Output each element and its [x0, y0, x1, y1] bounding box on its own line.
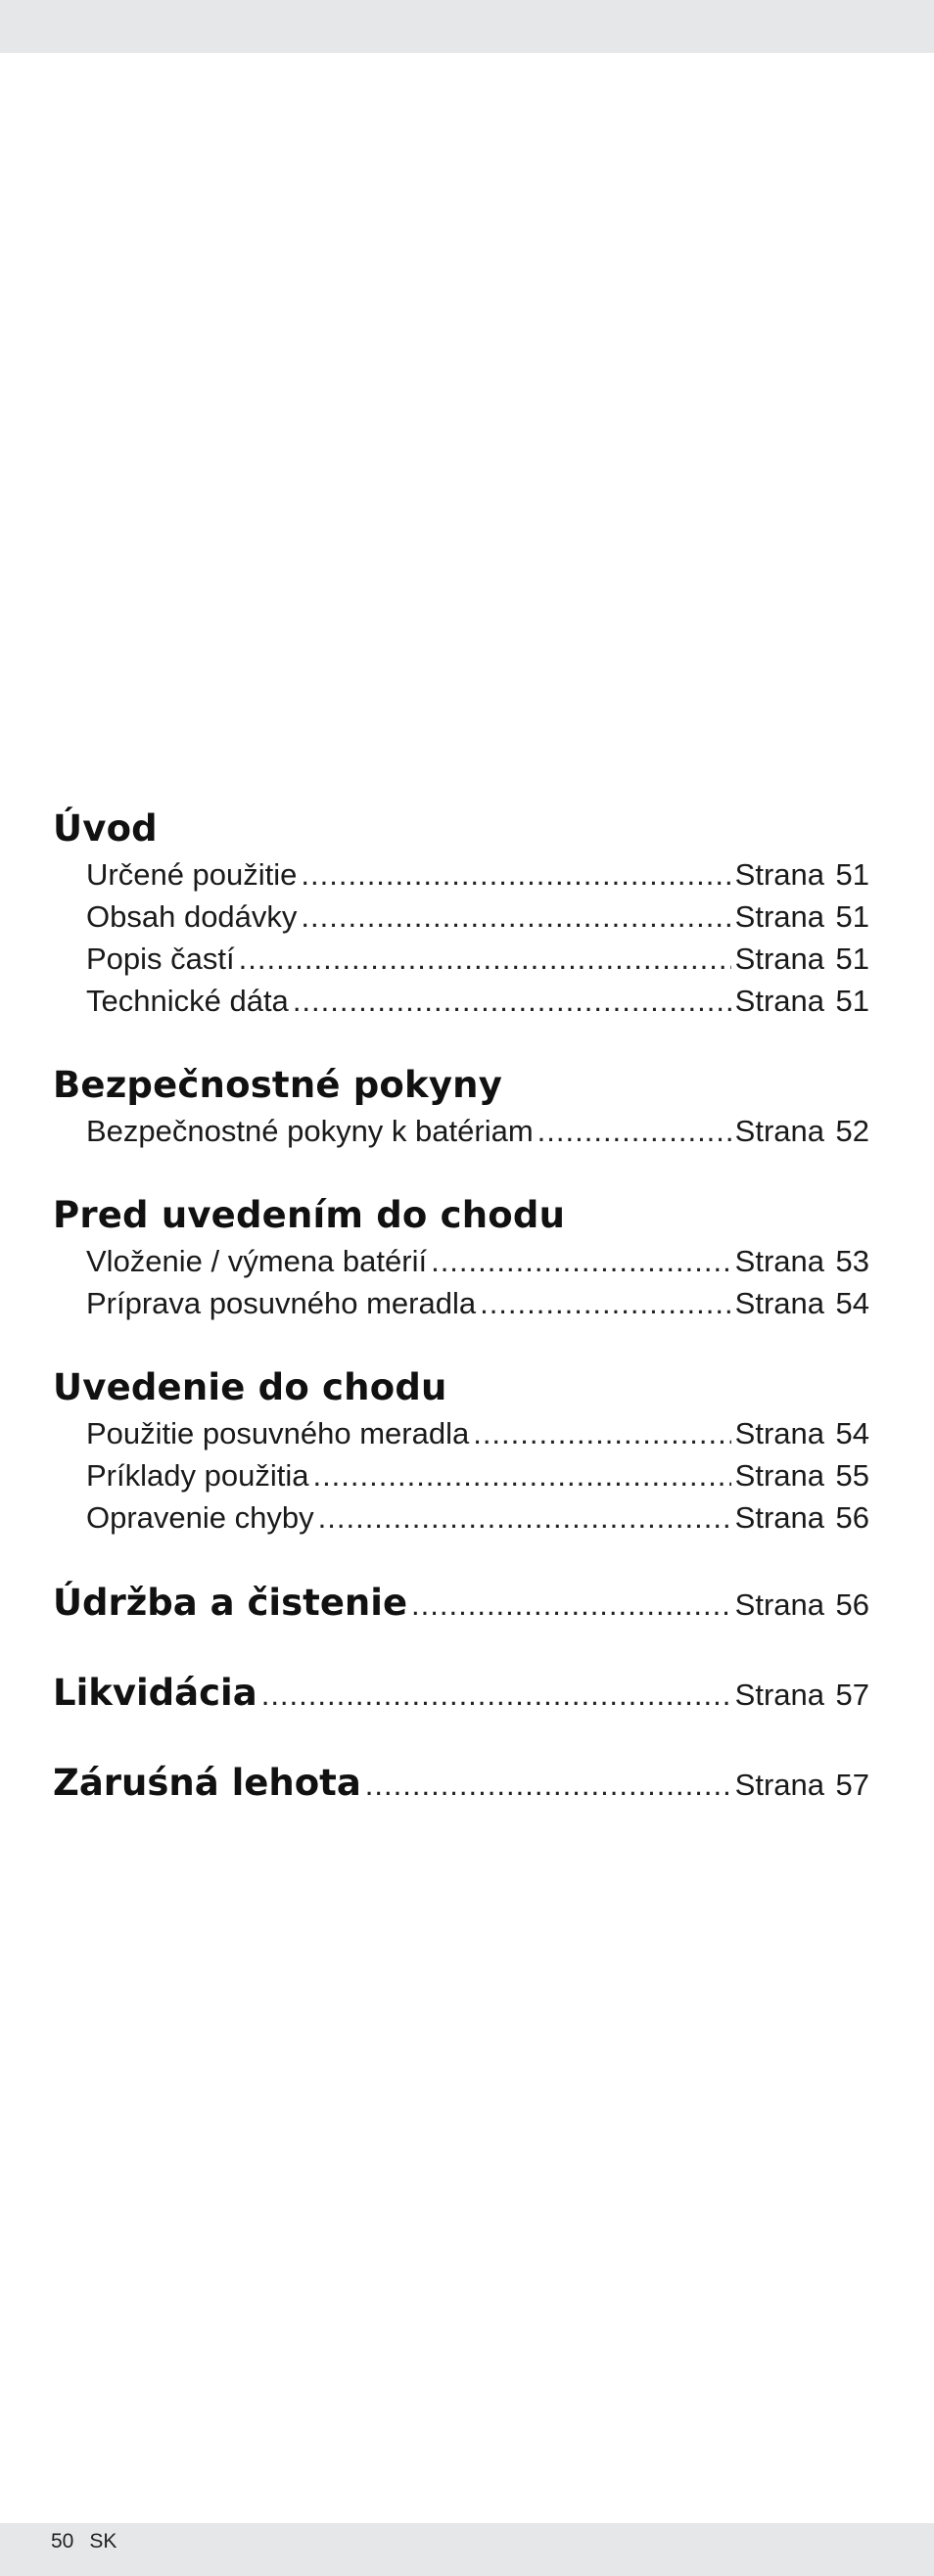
toc-entry-label: Obsah dodávky — [86, 899, 298, 934]
toc-entry — [53, 853, 869, 896]
dot-leader — [301, 853, 730, 896]
toc-entry — [53, 1110, 869, 1152]
page-number: 54 — [835, 1286, 869, 1320]
table-of-contents — [53, 805, 869, 1809]
toc-heading-entry — [53, 1758, 869, 1809]
toc-entry — [53, 938, 869, 980]
page-number: 57 — [835, 1678, 869, 1712]
page-footer — [51, 2527, 132, 2556]
toc-entry-label: Popis častí — [86, 942, 235, 976]
page-number: 57 — [835, 1768, 869, 1802]
page-word: Strana — [734, 1768, 824, 1802]
toc-entry-label: Vloženie / výmena batérií — [86, 1244, 428, 1278]
toc-entry-label: Príprava posuvného meradla — [86, 1286, 477, 1320]
toc-entry-label: Určené použitie — [86, 857, 298, 892]
page-number: 51 — [835, 899, 869, 934]
page-word: Strana — [734, 1587, 824, 1622]
page-word: Strana — [734, 1416, 824, 1450]
section-heading: Likvidácia — [53, 1672, 257, 1714]
dot-leader — [365, 1760, 731, 1811]
toc-entry-label: Opravenie chyby — [86, 1500, 314, 1535]
toc-entry — [53, 1412, 869, 1454]
page-number: 51 — [835, 857, 869, 892]
page-number: 55 — [835, 1458, 869, 1493]
dot-leader — [480, 1282, 731, 1324]
section-heading: Uvedenie do chodu — [53, 1366, 447, 1408]
toc-entry — [53, 1454, 869, 1496]
dot-leader — [312, 1454, 730, 1496]
toc-entry-label: Technické dáta — [86, 984, 289, 1018]
page-number: 53 — [835, 1244, 869, 1278]
toc-entry-label: Príklady použitia — [86, 1458, 309, 1493]
page-word: Strana — [734, 1500, 824, 1535]
page-word: Strana — [734, 1114, 824, 1148]
page-number: 56 — [835, 1500, 869, 1535]
toc-entry-label: Bezpečnostné pokyny k batériam — [86, 1114, 534, 1148]
page-word: Strana — [734, 857, 824, 892]
top-band — [0, 0, 934, 53]
toc-section-bezpecnostne-pokyny — [53, 1061, 869, 1152]
dot-leader — [473, 1412, 730, 1454]
toc-section-udrzba — [53, 1578, 869, 1629]
dot-leader — [261, 1670, 731, 1721]
toc-heading-entry — [53, 1578, 869, 1629]
page-word: Strana — [734, 1678, 824, 1712]
page-number: 51 — [835, 942, 869, 976]
toc-section-likvidacia — [53, 1668, 869, 1719]
page-word: Strana — [734, 899, 824, 934]
toc-entry — [53, 1240, 869, 1282]
dot-leader — [301, 896, 730, 938]
dot-leader — [239, 938, 731, 980]
toc-section-uvod — [53, 805, 869, 1022]
dot-leader — [411, 1580, 731, 1631]
section-heading: Bezpečnostné pokyny — [53, 1064, 503, 1106]
toc-entry — [53, 1282, 869, 1324]
section-heading: Pred uvedením do chodu — [53, 1194, 566, 1236]
dot-leader — [318, 1496, 731, 1539]
toc-section-pred-uvedenim — [53, 1191, 869, 1324]
page-number: 54 — [835, 1416, 869, 1450]
section-heading: Záruśná lehota — [53, 1762, 361, 1804]
footer-language: SK — [89, 2530, 117, 2553]
page-word: Strana — [734, 1286, 824, 1320]
toc-section-zarucna-lehota — [53, 1758, 869, 1809]
dot-leader — [293, 980, 731, 1022]
section-heading: Údržba a čistenie — [53, 1582, 408, 1624]
dot-leader — [431, 1240, 731, 1282]
footer-page-number: 50 — [51, 2530, 74, 2553]
toc-entry — [53, 896, 869, 938]
page-number: 51 — [835, 984, 869, 1018]
page-word: Strana — [734, 942, 824, 976]
page-word: Strana — [734, 984, 824, 1018]
section-heading: Úvod — [53, 807, 158, 850]
page-number: 52 — [835, 1114, 869, 1148]
page-word: Strana — [734, 1244, 824, 1278]
page-word: Strana — [734, 1458, 824, 1493]
toc-section-uvedenie-do-chodu — [53, 1363, 869, 1539]
toc-heading-entry — [53, 1668, 869, 1719]
toc-entry — [53, 980, 869, 1022]
toc-entry-label: Použitie posuvného meradla — [86, 1416, 470, 1450]
page-number: 56 — [835, 1587, 869, 1622]
toc-entry — [53, 1496, 869, 1539]
dot-leader — [537, 1110, 731, 1152]
bottom-band — [0, 2523, 934, 2576]
